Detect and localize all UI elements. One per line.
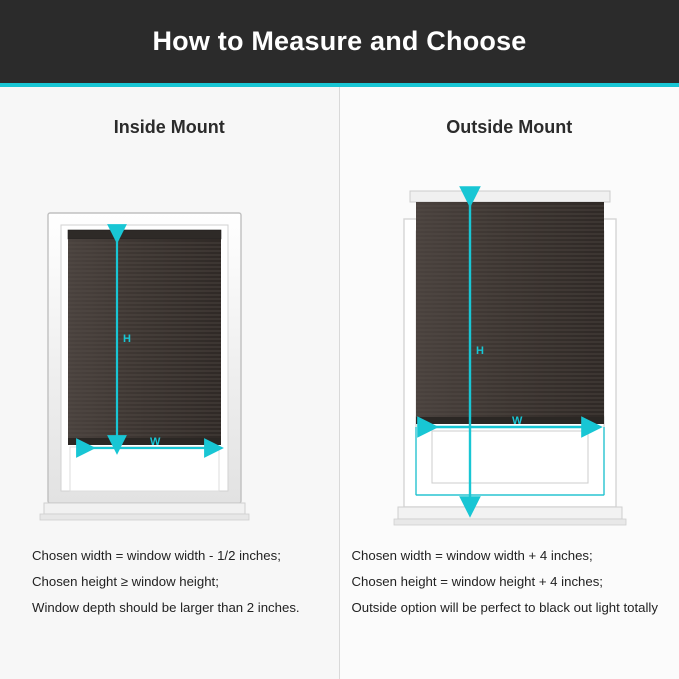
outside-mount-illustration xyxy=(340,159,679,539)
inside-mount-captions xyxy=(0,543,339,621)
svg-text:W: W xyxy=(150,436,161,448)
caption-line: Chosen width = window width + 4 inches; xyxy=(351,548,593,563)
svg-text:W: W xyxy=(511,415,522,427)
caption-line: Chosen height ≥ window height; xyxy=(32,574,219,589)
panels-container xyxy=(0,87,679,679)
svg-text:H: H xyxy=(123,333,131,345)
svg-text:H: H xyxy=(475,345,484,357)
outside-mount-drawing xyxy=(340,159,679,539)
panel-title-inside: Inside Mount xyxy=(113,117,225,137)
page-header xyxy=(0,0,679,83)
caption-line: Window depth should be larger than 2 inches. xyxy=(32,600,300,615)
panel-inside-mount xyxy=(0,87,340,679)
panel-title-outside: Outside Mount xyxy=(446,117,573,137)
panel-outside-mount xyxy=(340,87,679,679)
inside-mount-illustration xyxy=(0,159,339,539)
page-title: How to Measure and Choose xyxy=(152,26,527,56)
outside-mount-captions xyxy=(340,543,679,621)
inside-mount-drawing xyxy=(0,159,339,539)
caption-line: Chosen height = window height + 4 inches; xyxy=(351,574,603,589)
caption-line: Chosen width = window width - 1/2 inches; xyxy=(32,548,281,563)
caption-line: Outside option will be perfect to black out light totally xyxy=(351,600,658,615)
